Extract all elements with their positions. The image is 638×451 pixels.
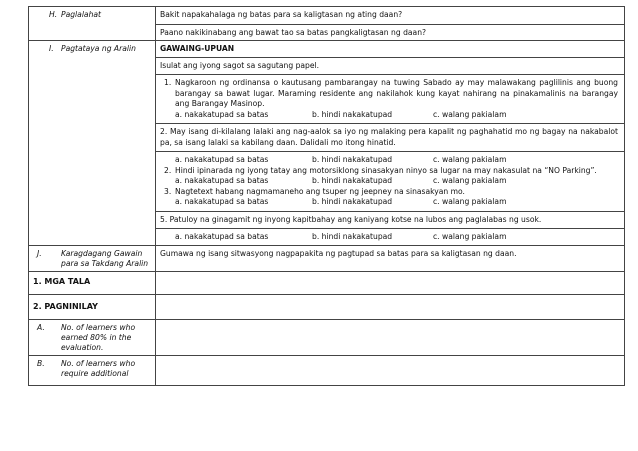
lesson-plan-table: [28, 6, 625, 386]
choice-c: c. walang pakialam: [433, 176, 507, 185]
content-cell: [156, 7, 625, 41]
divider: [156, 57, 624, 58]
choice-c: c. walang pakialam: [433, 155, 507, 164]
content-cell: [156, 245, 625, 271]
label-cell: [29, 355, 156, 385]
choice-b: b. hindi nakakatupad: [312, 197, 393, 206]
choices: [160, 155, 618, 166]
divider: [156, 228, 624, 229]
row-letter: H.: [49, 10, 58, 19]
choice-a: a. nakakatupad sa batas: [175, 232, 269, 241]
generalization-question-1: Bakit napakahalaga ng batas para sa kaligtasan ng ating daan?: [160, 10, 403, 19]
row-paglalahat: [29, 7, 625, 41]
choice-c: c. walang pakialam: [433, 197, 507, 206]
section-label: 1. MGA TALA: [33, 276, 91, 286]
choice-b: b. hindi nakakatupad: [312, 176, 393, 185]
content-cell: [156, 355, 625, 385]
section-label: 2. PAGNINILAY: [33, 301, 98, 311]
choices: [160, 197, 618, 208]
choice-c: c. walang pakialam: [433, 232, 507, 241]
choices: [160, 110, 618, 121]
choice-b: b. hindi nakakatupad: [312, 155, 393, 164]
question-number: 1.: [164, 78, 172, 87]
row-mga-tala: [29, 271, 625, 294]
row-label-text: Paglalahat: [61, 10, 102, 19]
label-cell: [29, 41, 156, 246]
row-label-text: Pagtataya ng Aralin: [61, 44, 136, 53]
question-4: [160, 187, 618, 198]
row-letter: B.: [37, 358, 45, 368]
divider: [156, 24, 624, 25]
activity-heading: GAWAING-UPUAN: [160, 44, 235, 53]
row-label-text: No. of learners who require additional: [61, 358, 136, 378]
generalization-question-2: Paano nakikinabang ang bawat tao sa batas pangkaligtasan ng daan?: [160, 27, 427, 37]
question-number: 2.: [164, 165, 172, 175]
choice-a: a. nakakatupad sa batas: [175, 197, 269, 206]
assignment-text: Gumawa ng isang sitwasyong nagpapakita ng pagtupad sa batas para sa kaligtasan ng daan.: [160, 248, 517, 258]
label-cell: [29, 7, 156, 41]
choice-c: c. walang pakialam: [433, 109, 507, 119]
label-cell: [29, 271, 156, 294]
row-karagdagang-gawain: [29, 245, 625, 271]
label-cell: [29, 245, 156, 271]
divider: [156, 211, 624, 212]
question-1: [160, 78, 618, 110]
instruction-text: Isulat ang iyong sagot sa sagutang papel.: [160, 60, 320, 70]
question-number: 3.: [164, 186, 172, 196]
row-label: [29, 7, 155, 22]
choices: [160, 176, 618, 187]
choice-b: b. hindi nakakatupad: [312, 232, 393, 241]
label-cell: [29, 319, 156, 355]
row-learners-remediation: [29, 355, 625, 385]
label-cell: [29, 294, 156, 319]
question-3: [160, 166, 618, 177]
choice-a: a. nakakatupad sa batas: [175, 109, 269, 119]
row-pagninilay: [29, 294, 625, 319]
content-cell: [156, 294, 625, 319]
content-cell: [156, 41, 625, 246]
row-letter: I.: [49, 44, 54, 53]
divider: [156, 151, 624, 152]
question-5: 5. Patuloy na ginagamit ng inyong kapitbahay ang kaniyang kotse na lubos ang paglalabas ng usok.: [160, 214, 542, 224]
question-text: Nagtetext habang nagmamaneho ang tsuper ng jeepney na sinasakyan mo.: [175, 186, 465, 196]
choice-a: a. nakakatupad sa batas: [175, 176, 269, 185]
row-label-text: Karagdagang Gawain para sa Takdang Aralin: [61, 248, 149, 268]
content-cell: [156, 319, 625, 355]
divider: [156, 123, 624, 124]
row-letter: A.: [37, 322, 45, 332]
divider: [156, 74, 624, 75]
row-letter: J.: [37, 248, 42, 258]
row-label-text: No. of learners who earned 80% in the evaluation.: [61, 322, 136, 352]
choice-b: b. hindi nakakatupad: [312, 109, 393, 119]
question-text: Hindi ipinarada ng iyong tatay ang motorsiklong sinasakyan ninyo sa lugar na may nakasulat na “NO Parking”.: [175, 165, 597, 175]
question-2: 2. May isang di-kilalang lalaki ang nag-aalok sa iyo ng malaking pera kapalit ng paghahatid mo ng bagay na nakabalot pa, sa isang lalaki sa kabilang daan. Dalidali mo itong hinatid.: [160, 127, 618, 147]
choices: [160, 232, 618, 243]
row-pagtataya: [29, 41, 625, 246]
choice-a: a. nakakatupad sa batas: [175, 155, 269, 164]
content-cell: [156, 271, 625, 294]
question-text: Nagkaroon ng ordinansa o kautusang pambarangay na tuwing Sabado ay may malawakang paglilinis ang buong barangay sa bawat lugar. Maraming residente ang nakilahok kung kayat nahirang na pinakamalinis na barangay ang Barangay Masinop.: [175, 78, 618, 108]
row-learners-80: [29, 319, 625, 355]
